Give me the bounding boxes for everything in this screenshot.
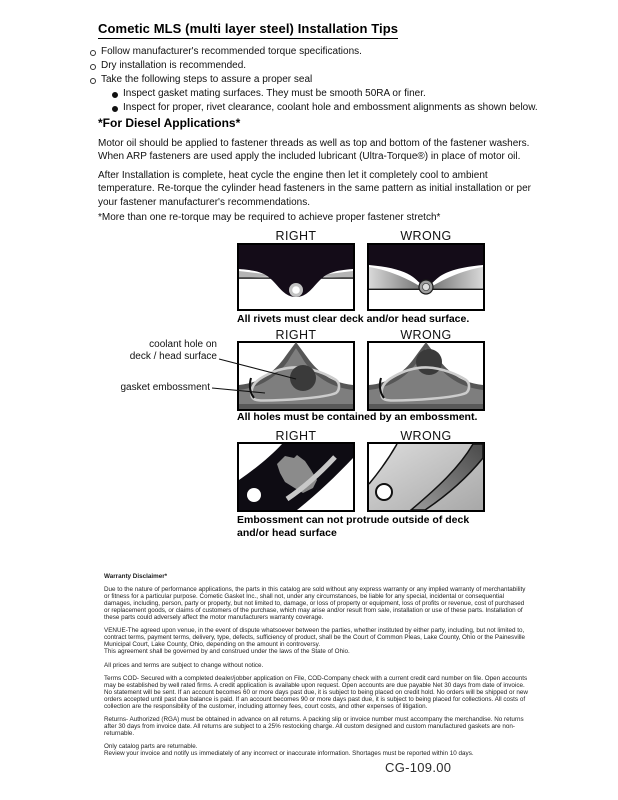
retorque-note: *More than one re-torque may be required to achieve proper fastener stretch* bbox=[98, 212, 441, 223]
right-label: RIGHT bbox=[275, 429, 317, 443]
legal-paragraph: Returns- Authorized (RGA) must be obtained in advance on all returns. A packing slip or invoice number must accompany the merchandise. No returns after 30 days from invoice date. All returns are subject to a 25% restocking charge. All custom designed and custom manufactured gaskets are non-returnable. bbox=[104, 716, 524, 737]
protrusion-wrong-diagram bbox=[367, 442, 485, 512]
warranty-disclaimer-section bbox=[104, 574, 528, 758]
holes-caption: All holes must be contained by an embossment. bbox=[237, 411, 478, 423]
diesel-applications-heading: *For Diesel Applications* bbox=[98, 116, 241, 130]
legal-paragraph: Terms COD- Secured with a completed dealer/jobber application on File, COD-Company check with a current credit card number on file. Open accounts may be established by well rated firms. A credit application is available upon request. Open accounts are due payable Net 30 days from date of invoice. No statement will be sent. If an account becomes 60 or more days past due, it is subject to being placed on credit hold. No orders will be shipped or new orders accepted until past due balance is paid. If an account becomes 90 or more days past due, it is subject to being placed for collections. All costs of collection are the responsibility of the customer, including attorney fees, court costs, and other expenses of litigation. bbox=[104, 674, 528, 710]
legal-paragraph: This agreement shall be governed by and construed under the laws of the State of Ohio. bbox=[104, 648, 350, 656]
legal-paragraph: VENUE-The agreed upon venue, in the event of dispute whatsoever between the parties, whether instituted by either party, including, but not limited to, contract terms, payment terms, delivery, type, defects, sufficiency of product, shall be the Court of Common Pleas, Lake County, Ohio or the Painesville Municipal Court, Lake County, Ohio, depending on the amount in controversy. bbox=[104, 627, 526, 649]
list-item bbox=[90, 59, 538, 73]
page-code: CG-109.00 bbox=[385, 760, 452, 775]
installation-tips-list bbox=[90, 45, 538, 115]
list-item-text: Inspect gasket mating surfaces. They must be smooth 50RA or finer. bbox=[123, 88, 426, 99]
list-item bbox=[90, 45, 538, 59]
list-item-text: Follow manufacturer's recommended torque specifications. bbox=[101, 46, 362, 57]
rivet-caption: All rivets must clear deck and/or head surface. bbox=[237, 313, 470, 325]
paragraph-heat-cycle: After Installation is complete, heat cycle the engine then let it completely cool to ambient temperature. Re-torque the cylinder head fasteners in the same pattern as initial installation or per your fastener manufacturer's recommendations. bbox=[98, 170, 532, 208]
legal-paragraphs bbox=[104, 587, 528, 758]
circle-bullet-icon bbox=[90, 78, 96, 84]
dot-bullet-icon bbox=[112, 92, 118, 98]
right-label: RIGHT bbox=[275, 328, 317, 342]
coolant-hole-label: coolant hole on deck / head surface bbox=[129, 339, 217, 362]
protrusion-right-diagram bbox=[237, 442, 355, 512]
circle-bullet-icon bbox=[90, 50, 96, 56]
list-item-text: Dry installation is recommended. bbox=[101, 60, 247, 71]
legal-paragraph: All prices and terms are subject to change without notice. bbox=[104, 661, 264, 669]
list-item bbox=[112, 87, 538, 101]
paragraph-motor-oil: Motor oil should be applied to fastener threads as well as top and bottom of the fastener washers. When ARP fasteners are used apply the included lubricant (Ultra-Torque®) in place of motor oil. bbox=[98, 138, 530, 163]
circle-bullet-icon bbox=[90, 64, 96, 70]
wrong-label: WRONG bbox=[400, 328, 452, 342]
rivet-clearance-wrong-diagram bbox=[367, 243, 485, 311]
list-item bbox=[90, 73, 538, 87]
legal-heading: Warranty Disclaimer* bbox=[104, 573, 168, 580]
gasket-embossment-label: gasket embossment bbox=[120, 382, 210, 393]
embossment-wrong-diagram bbox=[367, 341, 485, 411]
rivet-clearance-right-diagram bbox=[237, 243, 355, 311]
legal-paragraph: Review your invoice and notify us immediately of any incorrect or inaccurate information. Shortages must be reported within 10 days. bbox=[104, 750, 474, 758]
legal-paragraph: Only catalog parts are returnable. bbox=[104, 743, 198, 751]
page-title: Cometic MLS (multi layer steel) Installation Tips bbox=[98, 21, 398, 39]
dot-bullet-icon bbox=[112, 106, 118, 112]
list-item-text: Inspect for proper, rivet clearance, coolant hole and embossment alignments as shown below. bbox=[123, 102, 538, 113]
wrong-label: WRONG bbox=[400, 229, 452, 243]
wrong-label: WRONG bbox=[400, 429, 452, 443]
legal-paragraph: Due to the nature of performance applications, the parts in this catalog are sold without any express warranty or any implied warranty of merchantability or fitness for a particular purpose. Cometic Gasket Inc., shall not, under any circumstances, be liable for any special, incidental or consequential damages, including, person, party or property, but not limited to, damage, or loss of property or equipment, loss of profits or revenue, cost of purchased or replacement goods, or claims of customers of the purchase, which may arise and/or result from sale, installation or use of these parts. Installation of these parts could adversely affect the motor manufacturers warranty coverage. bbox=[104, 586, 526, 622]
right-label: RIGHT bbox=[275, 229, 317, 243]
list-item-text: Take the following steps to assure a proper seal bbox=[101, 74, 313, 85]
embossment-right-diagram bbox=[237, 341, 355, 411]
protrusion-caption: Embossment can not protrude outside of deck and/or head surface bbox=[237, 514, 470, 539]
list-item bbox=[112, 101, 538, 115]
